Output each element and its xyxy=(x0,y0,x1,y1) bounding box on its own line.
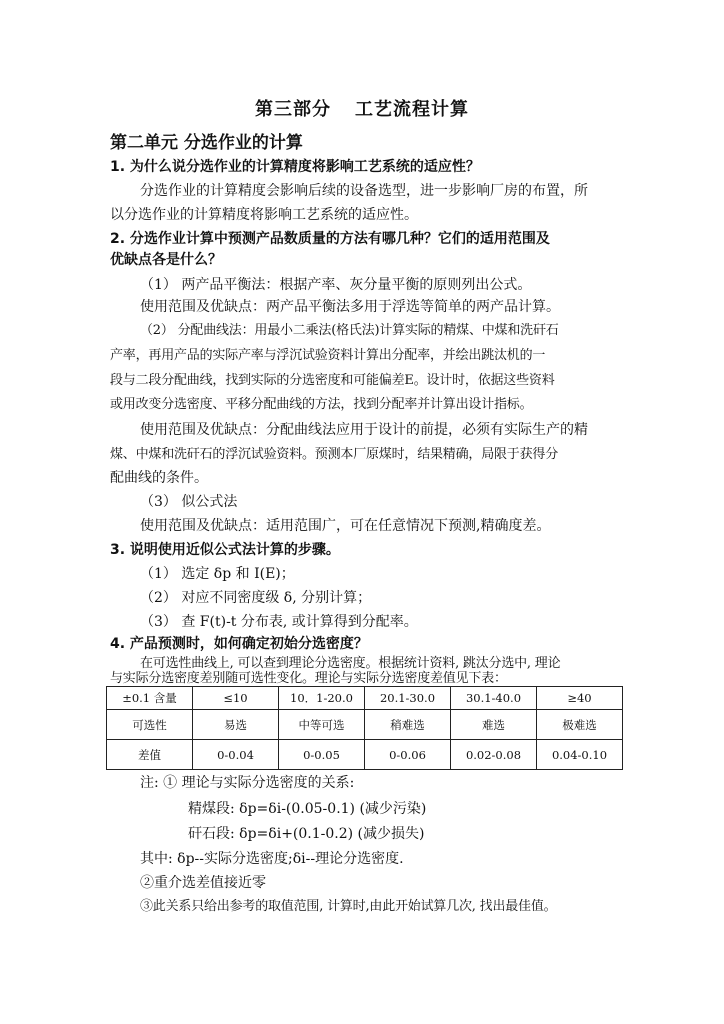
q3-step-3: （3） 查 F(t)-t 分布表, 或计算得到分配率。 xyxy=(140,614,418,630)
table-cell: 0-0.05 xyxy=(279,740,365,770)
table-cell: 稍难选 xyxy=(365,710,451,740)
note-line-5: ②重介选差值接近零 xyxy=(140,875,266,891)
table-cell: 30.1-40.0 xyxy=(451,687,537,710)
q2-line-9: 配曲线的条件。 xyxy=(110,470,208,486)
note-line-1: 注: ① 理论与实际分选密度的关系: xyxy=(140,775,355,791)
q3-step-2: （2） 对应不同密度级 δ, 分别计算； xyxy=(140,590,372,606)
unit-heading: 第二单元 分选作业的计算 xyxy=(110,133,303,153)
q2-line-11: 使用范围及优缺点：适用范围广，可在任意情况下预测,精确度差。 xyxy=(140,518,551,534)
question-1: 1. 为什么说分选作业的计算精度将影响工艺系统的适应性？ xyxy=(110,159,480,175)
table-cell: 20.1-30.0 xyxy=(365,687,451,710)
q2-line-10: （3） 似公式法 xyxy=(140,494,238,510)
page-title xyxy=(0,95,724,121)
table-cell: 0-0.04 xyxy=(193,740,279,770)
table-cell: ≤10 xyxy=(193,687,279,710)
q4-answer-line-2: 与实际分选密度差别随可选性变化。理论与实际分选密度差值见下表： xyxy=(110,671,507,686)
note-line-6: ③此关系只给出参考的取值范围, 计算时,由此开始试算几次, 找出最佳值。 xyxy=(140,899,557,914)
table-cell: 差值 xyxy=(107,740,193,770)
q2-line-1: （1） 两产品平衡法：根据产率、灰分量平衡的原则列出公式。 xyxy=(140,277,532,293)
table-cell: 0.04-0.10 xyxy=(537,740,623,770)
q2-line-4: 产率，再用产品的实际产率与浮沉试验资料计算出分配率，并绘出跳汰机的一 xyxy=(110,348,546,363)
title-topic: 工艺流程计算 xyxy=(355,99,469,120)
q1-answer-line-1: 分选作业的计算精度会影响后续的设备选型，进一步影响厂房的布置，所 xyxy=(140,183,588,199)
q2-line-3: （2） 分配曲线法：用最小二乘法(格氏法)计算实际的精煤、中煤和洗矸石 xyxy=(140,323,559,338)
table-cell: 可选性 xyxy=(107,710,193,740)
table-row xyxy=(107,740,623,770)
note-line-4: 其中: δp--实际分选密度;δi--理论分选密度. xyxy=(140,851,404,867)
q2-line-7: 使用范围及优缺点：分配曲线法应用于设计的前提，必须有实际生产的精 xyxy=(140,422,588,438)
q2-line-2: 使用范围及优缺点：两产品平衡法多用于浮选等简单的两产品计算。 xyxy=(140,299,560,315)
q1-answer-line-2: 以分选作业的计算精度将影响工艺系统的适应性。 xyxy=(110,207,418,223)
note-line-2: 精煤段: δp=δi-(0.05-0.1) (减少污染) xyxy=(188,801,427,817)
question-3: 3. 说明使用近似公式法计算的步骤。 xyxy=(110,542,340,558)
q3-step-1: （1） 选定 δp 和 I(E)； xyxy=(140,566,295,582)
q2-line-5: 段与二段分配曲线，找到实际的分选密度和可能偏差E。设计时，依据这些资料 xyxy=(110,373,555,388)
table-cell: 易选 xyxy=(193,710,279,740)
question-2-line-2: 优缺点各是什么？ xyxy=(110,252,222,268)
table-cell: 0.02-0.08 xyxy=(451,740,537,770)
question-4: 4. 产品预测时，如何确定初始分选密度？ xyxy=(110,636,368,652)
table-cell: 10．1-20.0 xyxy=(279,687,365,710)
table-cell: 极难选 xyxy=(537,710,623,740)
table-cell: 中等可选 xyxy=(279,710,365,740)
title-part: 第三部分 xyxy=(255,99,331,120)
note-line-3: 矸石段: δp=δi+(0.1-0.2) (减少损失) xyxy=(188,826,425,842)
q2-line-8: 煤、中煤和洗矸石的浮沉试验资料。预测本厂原煤时，结果精确，局限于获得分 xyxy=(110,447,559,462)
table-row xyxy=(107,687,623,710)
table-cell: ≥40 xyxy=(537,687,623,710)
density-difference-table xyxy=(106,686,623,770)
question-2-line-1: 2. 分选作业计算中预测产品数质量的方法有哪几种？它们的适用范围及 xyxy=(110,231,550,247)
table-cell: 难选 xyxy=(451,710,537,740)
q4-answer-line-1: 在可选性曲线上, 可以查到理论分选密度。根据统计资料, 跳汰分选中, 理论 xyxy=(140,656,561,671)
table-cell: ±0.1 含量 xyxy=(107,687,193,710)
q2-line-6: 或用改变分选密度、平移分配曲线的方法，找到分配率并计算出设计指标。 xyxy=(110,397,533,412)
table-cell: 0-0.06 xyxy=(365,740,451,770)
table-row xyxy=(107,710,623,740)
